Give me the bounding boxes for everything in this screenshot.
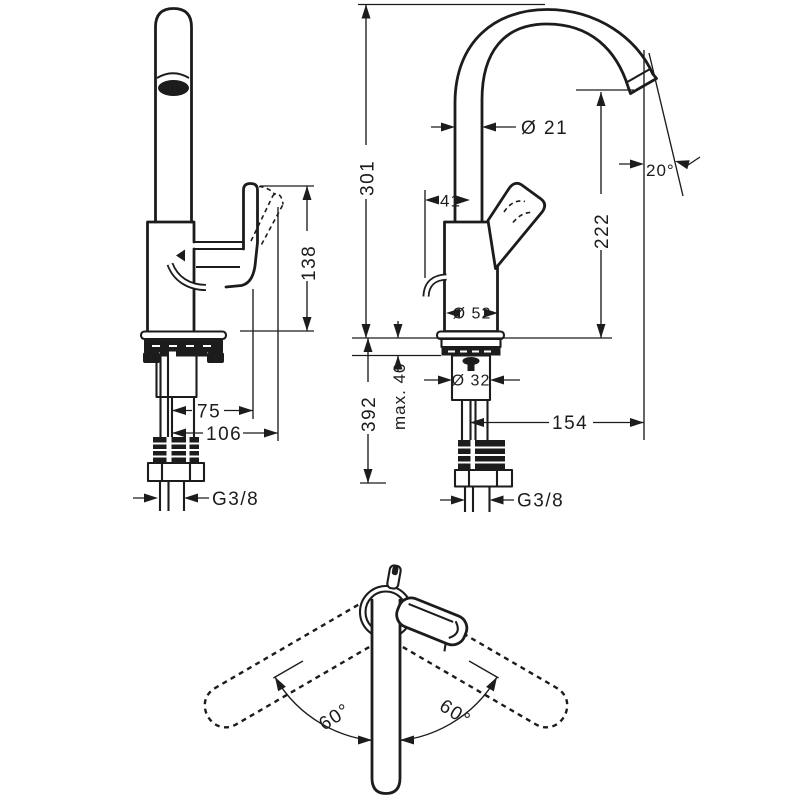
dimension-below-counter [359,338,386,483]
side-thread-gap1 [167,437,172,463]
front-view [352,5,700,513]
side-spout-outlet [158,80,189,96]
side-shank-pipes [161,397,195,437]
side-spout-rim [157,73,189,78]
dim-106-label: 106 [206,424,243,445]
front-aerator-band [626,69,652,84]
side-base-plate [141,332,226,340]
side-body [148,222,195,331]
side-thread-gap2 [186,437,190,463]
dim-d21-label: Ø 21 [521,118,569,139]
top-arc-arrow-left [275,677,286,691]
top-center-arrow-left [358,736,372,745]
side-lever-ledge [194,242,244,267]
dim-d32-label: Ø 32 [451,372,491,390]
top-handle [390,594,471,656]
dim-d52-label: Ø 52 [452,305,492,323]
dimension-spout-diameter [431,118,568,139]
dimension-outlet-height [576,90,634,338]
front-spout-outer [455,10,653,223]
dimension-hose-projection [470,413,644,434]
side-marker-glyph [176,250,185,262]
front-thread-gap [471,440,476,470]
dimension-handle-height [240,186,320,331]
dim-20deg-label: 20° [646,161,675,180]
dim-g38-front-label: G3/8 [517,490,565,512]
dimension-hole-diameter [424,373,520,390]
dim-138-label: 138 [299,244,320,281]
side-gasket-notch [169,352,176,358]
dimension-side-connection [133,489,259,510]
dim-g38-side-label: G3/8 [212,489,260,510]
side-lever-blade [226,184,258,288]
top-handle-pin [387,565,402,590]
top-view [205,565,567,794]
dim-75-label: 75 [197,401,222,423]
top-swivel-left-dashed [205,605,379,728]
side-underbody [157,355,197,397]
top-center-arrow-right [400,736,414,745]
top-tick-left [273,661,303,678]
dim-222-label: 222 [592,212,613,249]
dim-301-label: 301 [357,159,379,196]
top-spout-capsule [372,600,400,794]
dimension-front-connection [440,491,564,512]
side-view [133,9,320,512]
front-shank-stem [468,364,475,371]
front-connection-pipe [465,487,490,513]
dim-392-label: 392 [359,395,380,432]
front-hose-pipes [452,400,490,440]
front-mounting-nut [455,470,512,487]
front-shank-hole [463,357,480,365]
side-mounting-nut [148,463,204,481]
top-tick-right [469,661,499,678]
side-gasket-right [207,353,224,364]
dim-41-label: 41 [440,191,461,211]
dim-60-left-label: 60° [315,699,355,736]
side-spout-column [156,9,192,223]
dimension-outlet-angle [619,50,700,440]
top-arc-arrow-right [486,677,497,691]
dim-max40-label: max. 40 [390,362,409,430]
dim-154-label: 154 [552,413,589,434]
front-handle-blade [488,183,545,268]
dim-60-right-label: 60° [435,695,475,732]
dimension-body-diameter [446,306,498,323]
side-connection-pipe [160,481,184,511]
front-base-collar [442,339,501,347]
